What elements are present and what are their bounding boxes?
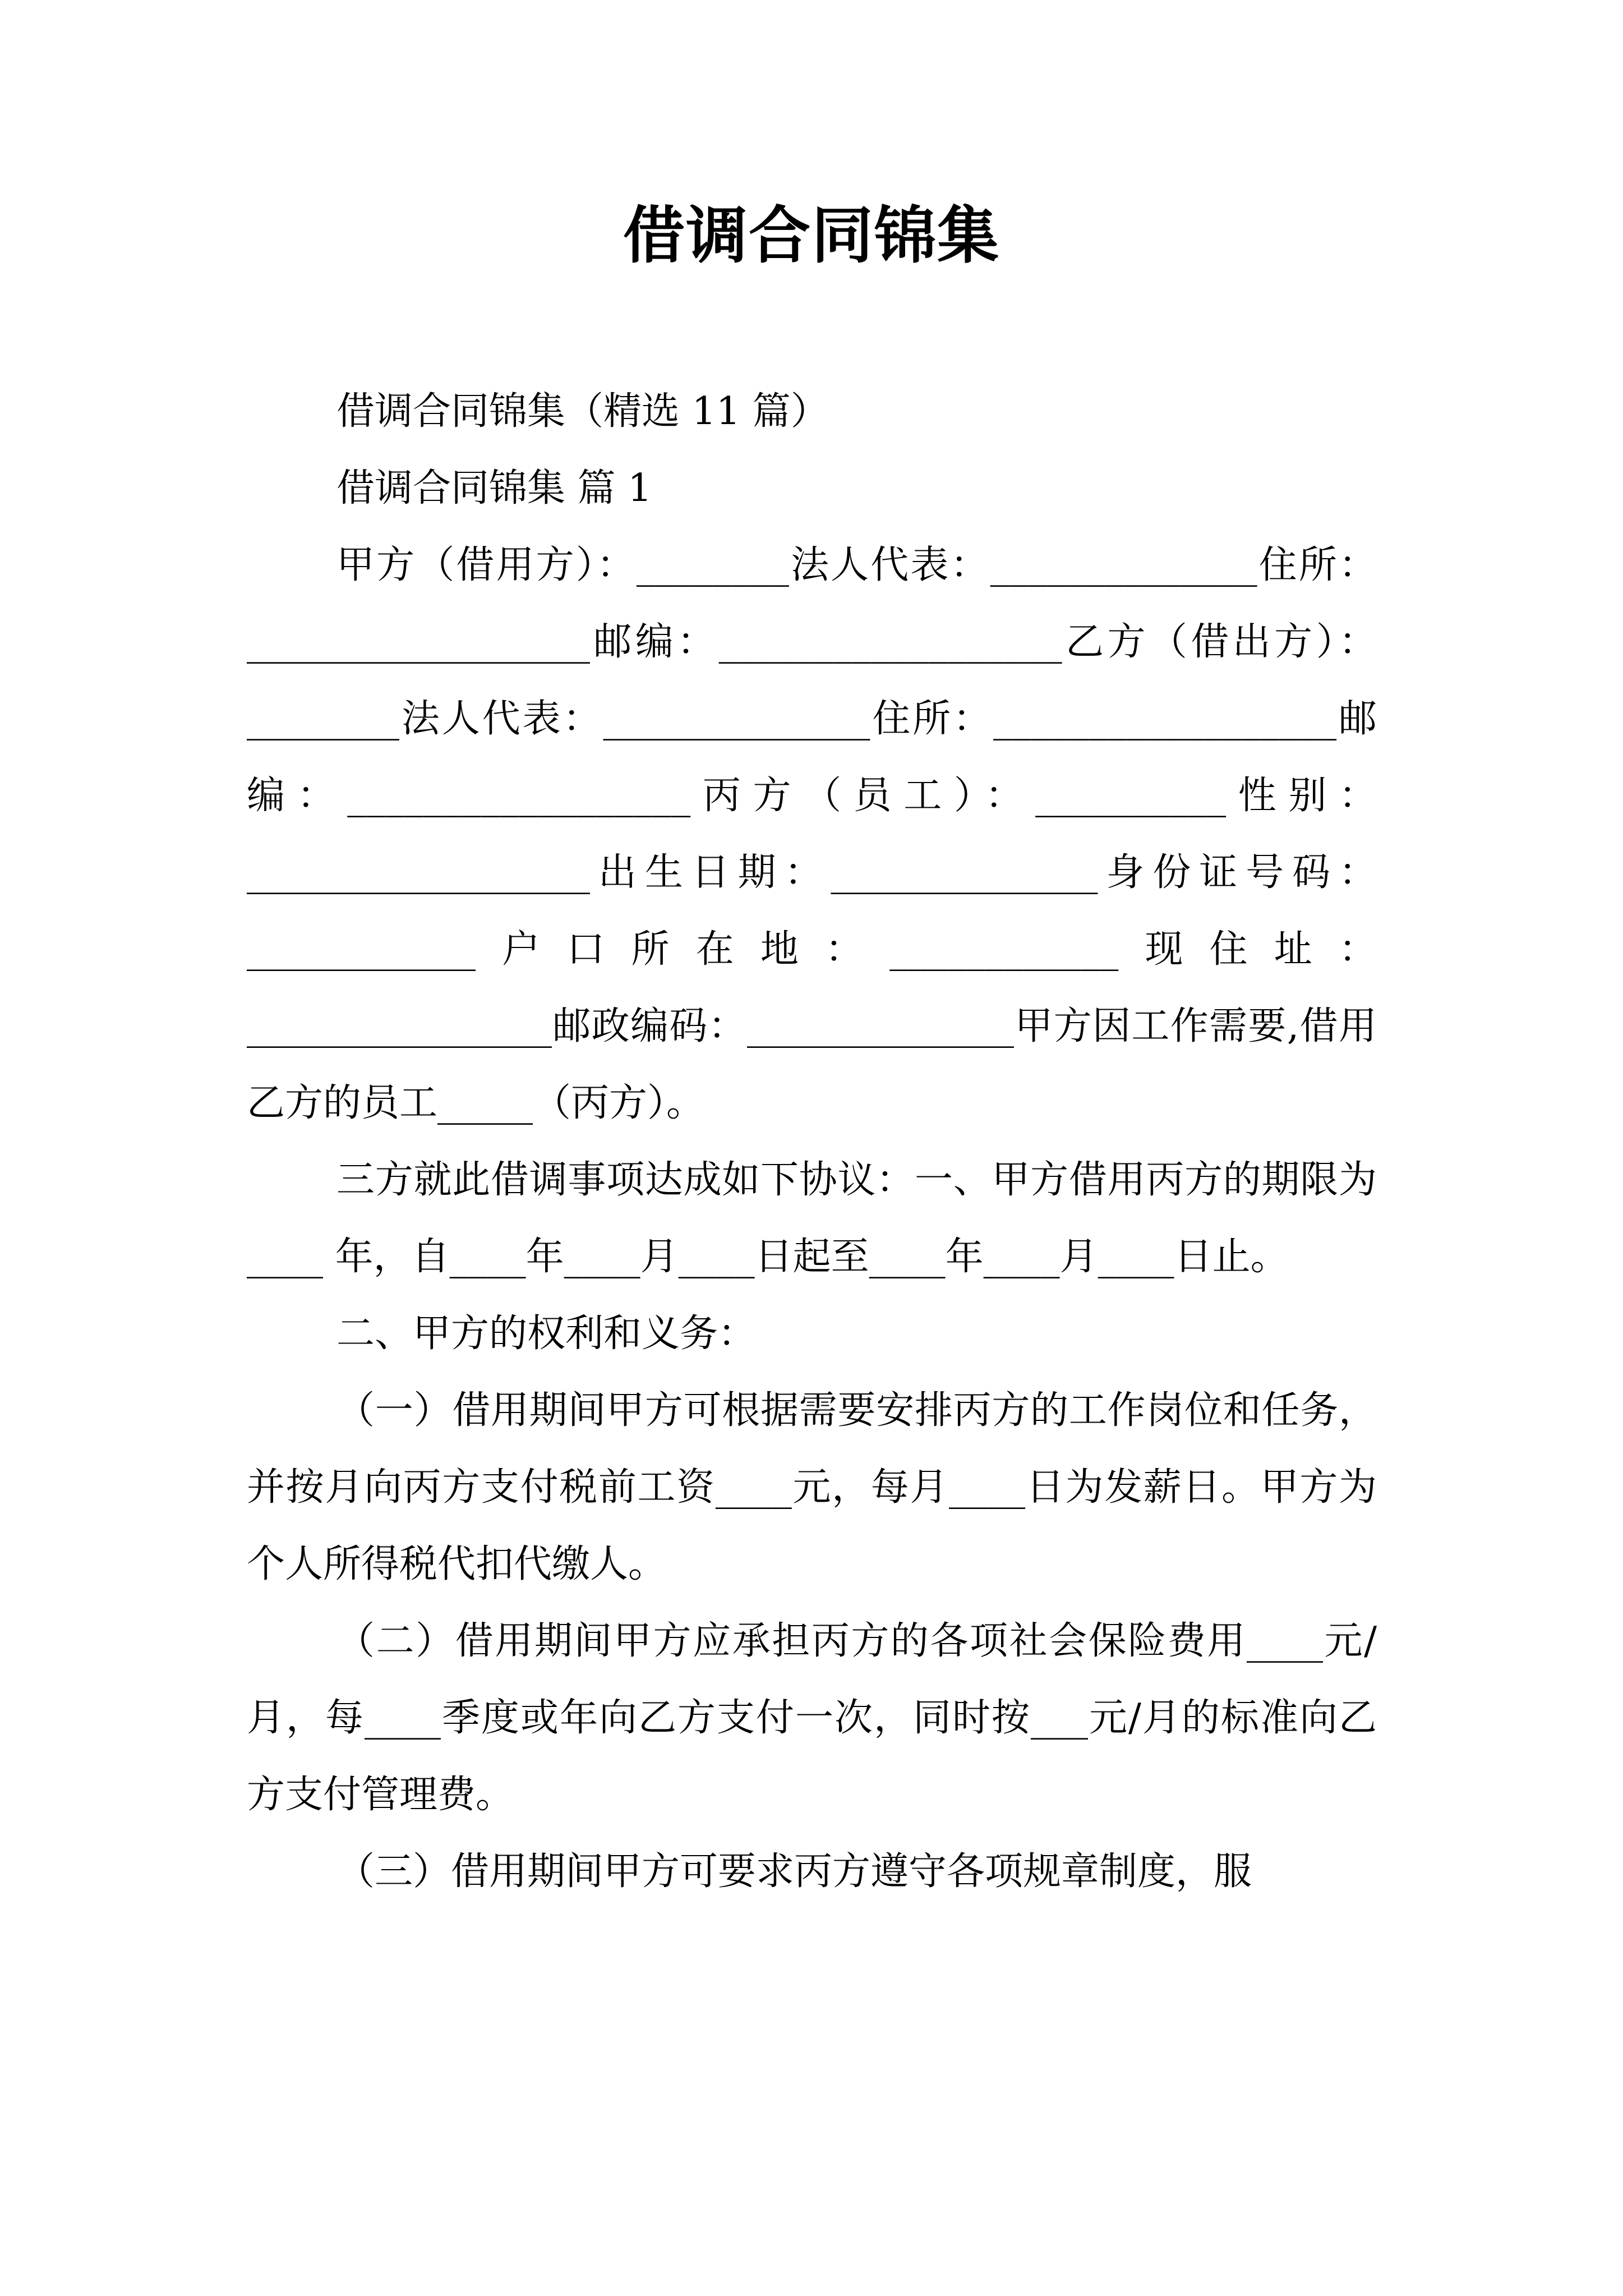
paragraph-clause-2: （二）借用期间甲方应承担丙方的各项社会保险费用____元/月，每____季度或年向乙方支付一次，同时按___元/月的标准向乙方支付管理费。 <box>247 1619 1377 1817</box>
paragraph-section-heading: 借调合同锦集 篇 1 <box>336 466 652 510</box>
paragraph-term: 三方就此借调事项达成如下协议：一、甲方借用丙方的期限为____ 年，自____年____月____日起至____年____月____日止。 <box>247 1158 1377 1279</box>
document-title: 借调合同锦集 <box>623 199 1000 272</box>
paragraph-collection-heading: 借调合同锦集（精选 11 篇） <box>336 389 829 434</box>
paragraph-clause-3: （三）借用期间甲方可要求丙方遵守各项规章制度，服 <box>336 1849 1252 1894</box>
document-body <box>247 373 1377 1910</box>
paragraph-parties: 甲方（借用方）：________法人代表：______________住所：__________________邮编：__________________乙方（借出方）：________法人代表：______________住所：__________________邮编：__________________丙方（员工）：__________性别：__________________出生日期：______________身份证号码：____________户口所在地：____________现住址：________________邮政编码：______________甲方因工作需要,借用乙方的员工_____（丙方）。 <box>247 543 1377 1125</box>
paragraph-rights-heading: 二、甲方的权利和义务： <box>336 1312 757 1356</box>
paragraph-clause-1: （一）借用期间甲方可根据需要安排丙方的工作岗位和任务，并按月向丙方支付税前工资____元，每月____日为发薪日。甲方为个人所得税代扣代缴人。 <box>247 1388 1377 1586</box>
